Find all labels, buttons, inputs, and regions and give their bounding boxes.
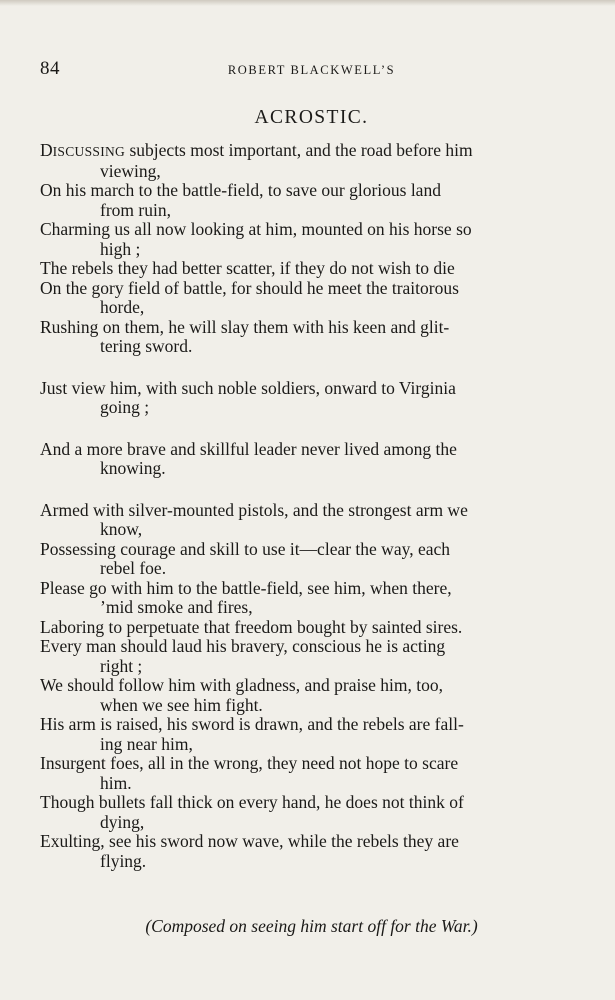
poem-line-head: Just view him, with such noble soldiers, onward to Virginia [40,377,456,398]
poem-line-tail: dying, [100,811,145,832]
poem-line-7 [40,379,575,418]
stanza-3 [40,440,575,479]
poem-line-head: Exulting, see his sword now wave, while the rebels they are [40,831,459,851]
poem-body [40,141,575,871]
poem-title: ACROSTIC. [254,107,369,128]
poem-line-head: Every man should laud his bravery, conscious he is acting [40,636,446,656]
poem-line-17 [40,793,575,832]
poem-line-tail: going ; [100,397,150,417]
poem-line-10 [40,540,575,579]
poem-line-tail: ing near him, [100,733,193,754]
page-number: 84 [40,58,60,79]
poem-line-tail: knowing. [100,458,166,478]
poem-line-4 [40,259,575,279]
poem-line-tail: from ruin, [100,199,171,220]
poem-line-head: The rebels they had better scatter, if they do not wish to die [40,258,455,278]
poem-line-head: Possessing courage and skill to use it—clear the way, each [40,538,451,559]
poem-line-3 [40,220,575,259]
poem-line-tail: horde, [100,297,145,317]
poem-line-6 [40,318,575,357]
poem-line-9 [40,501,575,540]
poem-line-tail: when we see him fight. [100,694,263,715]
poem-line-head: Though bullets fall thick on every hand, he does not think of [40,792,464,812]
stanza-4 [40,501,575,872]
poem-line-tail: flying. [100,850,147,871]
poem-line-head: Insurgent foes, all in the wrong, they need not hope to scare [40,753,459,773]
poem-line-tail: rebel foe. [100,558,167,578]
poem-line-16 [40,754,575,793]
poem-line-2 [40,181,575,220]
poem-line-head: On his march to the battle-field, to save our glorious land [40,180,441,200]
poem-line-head: Charming us all now looking at him, mounted on his horse so [40,219,472,239]
poem-line-12 [40,618,575,638]
poem-line-18 [40,832,575,871]
composition-note: (Composed on seeing him start off for the War.) [145,916,478,936]
poem-line-head: Rushing on them, he will slay them with his keen and glit- [40,316,450,337]
poem-line-14 [40,676,575,715]
first-word-rest: ISCUSSING [52,144,126,159]
poem-line-1 [40,141,575,181]
poem-line-tail: him. [100,772,132,793]
poem-line-tail: ’mid smoke and fires, [100,597,253,617]
poem-line-head: Armed with silver-mounted pistols, and the strongest arm we [40,499,468,520]
poem-line-head: On the gory field of battle, for should he meet the traitorous [40,277,459,298]
poem-line-head: subjects most important, and the road before him [125,140,473,160]
poem-line-5 [40,279,575,318]
poem-line-tail: tering sword. [100,336,193,356]
running-head: ROBERT BLACKWELL’S [227,63,396,77]
first-word-initial: D [40,140,53,160]
poem-line-13 [40,637,575,676]
poem-line-11 [40,579,575,618]
poem-line-head: Please go with him to the battle-field, see him, when there, [40,577,452,598]
poem-line-15 [40,715,575,754]
poem-line-tail: right ; [100,655,143,676]
poem-line-head: And a more brave and skillful leader never lived among the [40,438,457,459]
poem-line-8 [40,440,575,479]
stanza-1 [40,141,575,357]
poem-line-head: His arm is raised, his sword is drawn, and the rebels are fall- [40,714,464,734]
poem-line-head: Laboring to perpetuate that freedom bought by sainted sires. [40,616,463,637]
stanza-2 [40,379,575,418]
poem-line-tail: high ; [100,238,141,259]
poem-line-head: We should follow him with gladness, and praise him, too, [40,675,443,695]
poem-line-tail: know, [100,519,143,539]
poem-line-tail: viewing, [100,160,161,181]
